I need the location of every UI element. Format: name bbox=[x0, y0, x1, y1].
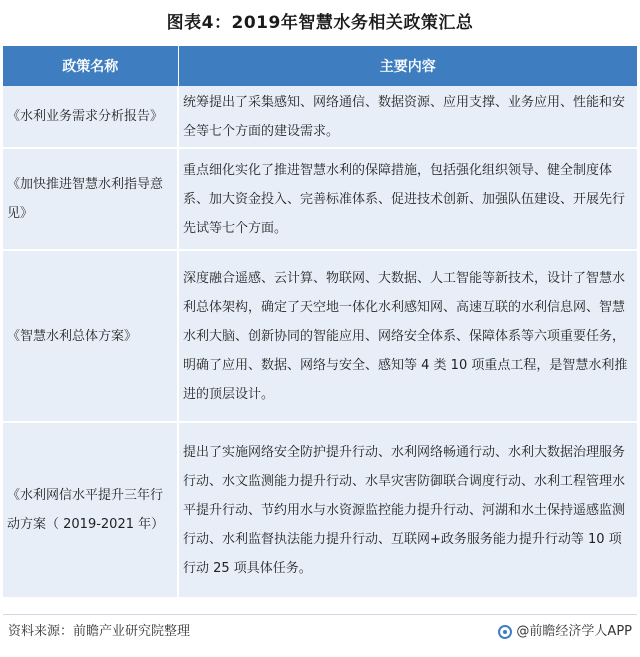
policy-name-cell: 《加快推进智慧水利指导意见》 bbox=[3, 148, 178, 250]
policy-name-cell: 《水利网信水平提升三年行动方案（ 2019-2021 年） bbox=[3, 422, 178, 598]
table-header-row bbox=[3, 46, 637, 86]
header-main-content: 主要内容 bbox=[178, 46, 637, 86]
policy-content-cell: 重点细化实化了推进智慧水利的保障措施，包括强化组织领导、健全制度体系、加大资金投入、完善标准体系、促进技术创新、加强队伍建设、开展先行先试等七个方面。 bbox=[178, 148, 637, 250]
chart-title: 图表4：2019年智慧水务相关政策汇总 bbox=[166, 13, 474, 33]
table-row bbox=[3, 250, 637, 422]
header-policy-name: 政策名称 bbox=[3, 46, 178, 86]
brand-credit bbox=[498, 620, 632, 644]
policy-content-cell: 深度融合遥感、云计算、物联网、大数据、人工智能等新技术，设计了智慧水利总体架构，确定了天空地一体化水利感知网、高速互联的水利信息网、智慧水利大脑、创新协同的智能应用、网络安全体系、保障体系等六项重要任务，明确了应用、数据、网络与安全、感知等 4 类 10 项重点工程，是智慧水利推进的顶层设计。 bbox=[178, 250, 637, 422]
policy-content-cell: 统筹提出了采集感知、网络通信、数据资源、应用支撑、业务应用、性能和安全等七个方面的建设需求。 bbox=[178, 86, 637, 148]
table-row bbox=[3, 86, 637, 148]
source-note: 资料来源：前瞻产业研究院整理 bbox=[8, 624, 191, 639]
table-row bbox=[3, 148, 637, 250]
policy-table bbox=[3, 46, 637, 599]
table-row bbox=[3, 422, 637, 598]
policy-name-cell: 《智慧水利总体方案》 bbox=[3, 250, 178, 422]
policy-name-cell: 《水利业务需求分析报告》 bbox=[3, 86, 178, 148]
footer-divider bbox=[3, 614, 637, 615]
policy-content-cell: 提出了实施网络安全防护提升行动、水利网络畅通行动、水利大数据治理服务行动、水文监测能力提升行动、水旱灾害防御联合调度行动、水利工程管理水平提升行动、节约用水与水资源监控能力提升行动、河湖和水土保持遥感监测行动、水利监督执法能力提升行动、互联网+政务服务能力提升行动等 10 项行动 25 项具体任务。 bbox=[178, 422, 637, 598]
brand-credit-text: @前瞻经济学人APP bbox=[516, 624, 632, 639]
brand-logo-icon bbox=[498, 625, 512, 639]
